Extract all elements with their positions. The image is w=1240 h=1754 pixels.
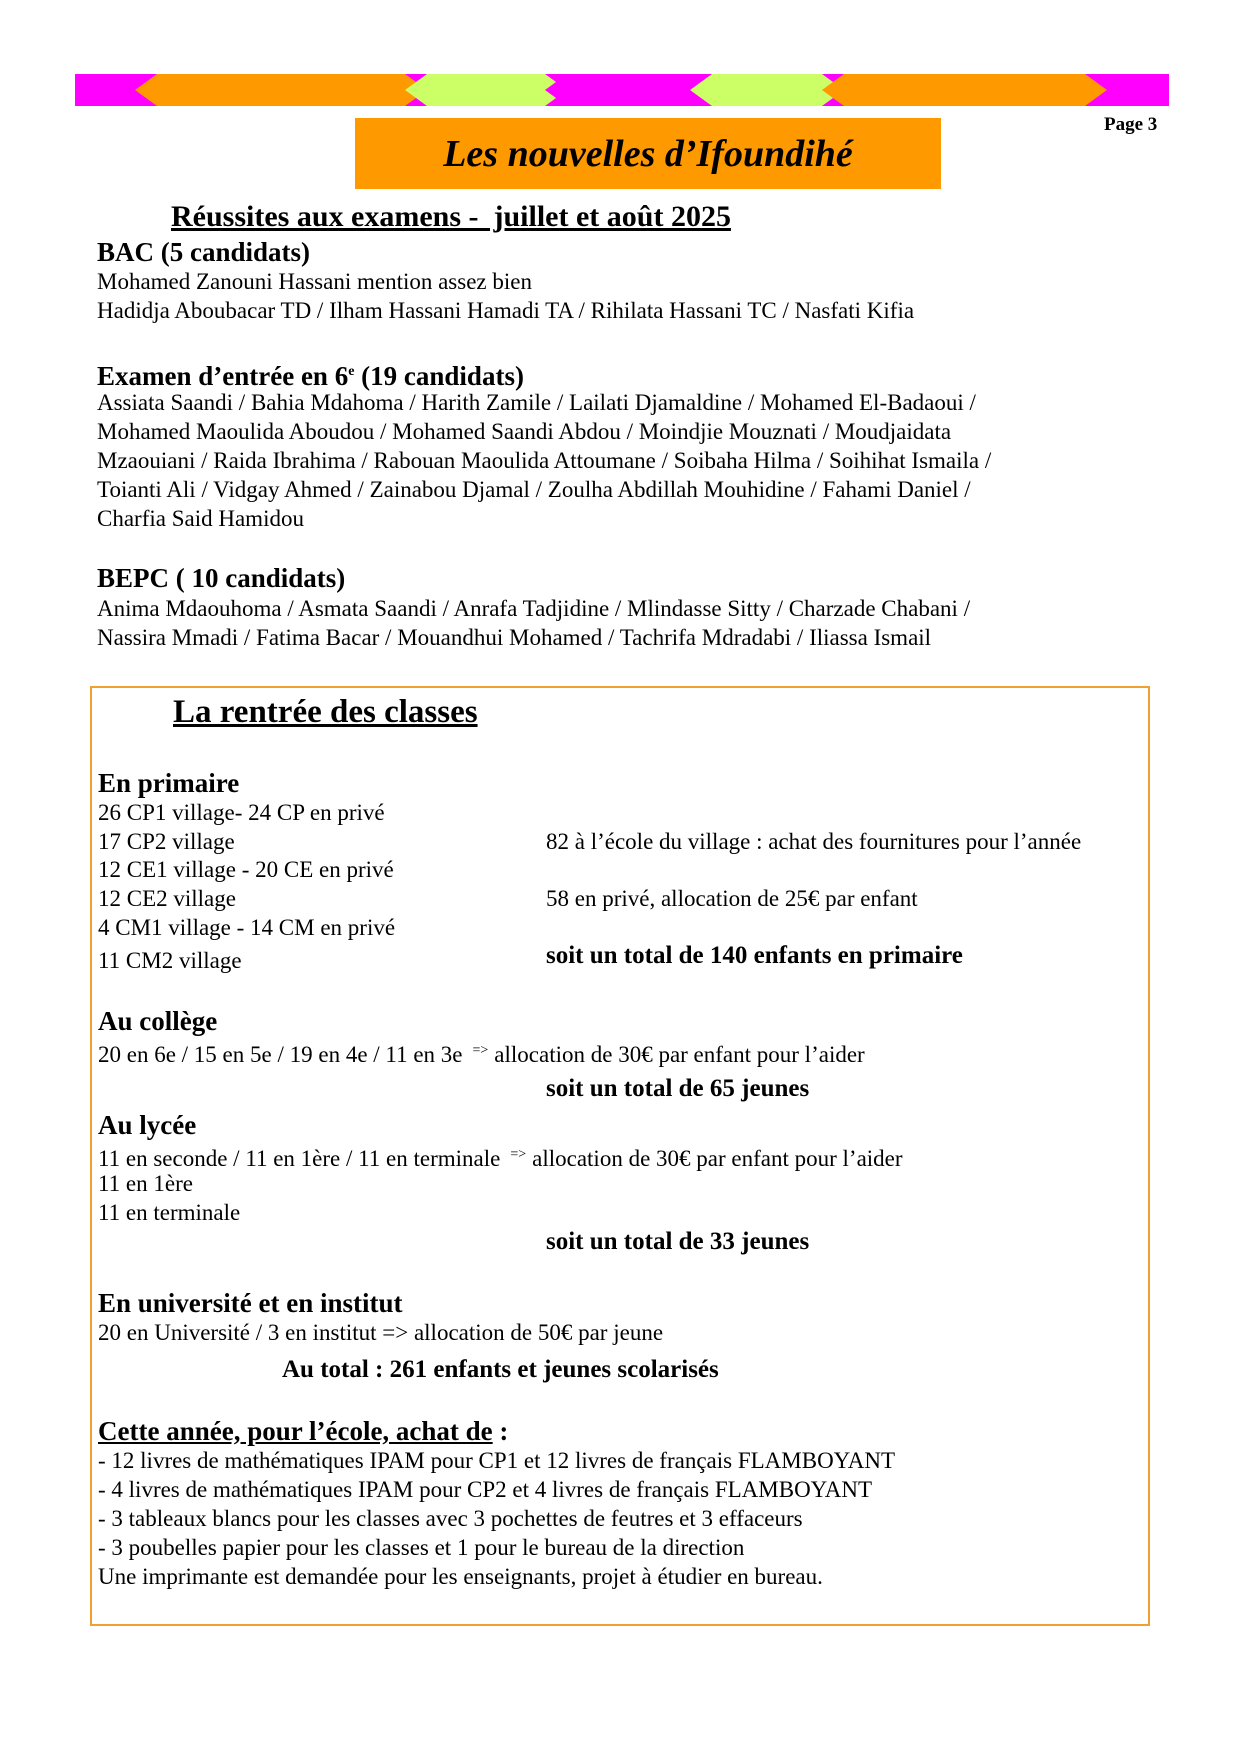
bac-line: Mohamed Zanouni Hassani mention assez bien xyxy=(97,269,532,294)
bac-line: Hadidja Aboubacar TD / Ilham Hassani Hamadi TA / Rihilata Hassani TC / Nasfati Kifia xyxy=(97,298,915,323)
sixieme-line: Toianti Ali / Vidgay Ahmed / Zainabou Djamal / Zoulha Abdillah Mouhidine / Fahami Daniel / xyxy=(97,477,971,502)
arrow-icon: => xyxy=(510,1147,527,1162)
primaire-line: 17 CP2 village xyxy=(98,829,235,854)
primaire-line: 11 CM2 village xyxy=(98,948,242,973)
sixieme-line: Mohamed Maoulida Aboudou / Mohamed Saandi Abdou / Moindjie Mouznati / Moudjaidata xyxy=(97,419,952,444)
sixieme-line: Charfia Said Hamidou xyxy=(97,506,304,531)
achats-heading: Cette année, pour l’école, achat de : xyxy=(98,1416,509,1446)
achats-line: - 3 poubelles papier pour les classes et 1 pour le bureau de la direction xyxy=(98,1535,745,1560)
college-line: 20 en 6e / 15 en 5e / 19 en 4e / 11 en 3e => allocation de 30€ par enfant pour l’aider xyxy=(98,1042,865,1067)
exams-heading: Réussites aux examens - juillet et août 2025 xyxy=(171,200,731,233)
primaire-line: 12 CE1 village - 20 CE en privé xyxy=(98,857,394,882)
grand-total: Au total : 261 enfants et jeunes scolarisés xyxy=(282,1356,719,1383)
newsletter-title: Les nouvelles d’Ifoundihé xyxy=(443,132,853,175)
lycee-line: 11 en seconde / 11 en 1ère / 11 en terminale => allocation de 30€ par enfant pour l’aider xyxy=(98,1146,903,1171)
college-total: soit un total de 65 jeunes xyxy=(546,1075,810,1102)
lycee-line: 11 en terminale xyxy=(98,1200,241,1225)
sixieme-heading: Examen d’entrée en 6e (19 candidats) xyxy=(97,361,524,391)
primaire-note: 58 en privé, allocation de 25€ par enfant xyxy=(546,886,918,911)
college-heading: Au collège xyxy=(98,1006,218,1036)
decorative-banner xyxy=(75,74,1169,106)
achats-line: Une imprimante est demandée pour les enseignants, projet à étudier en bureau. xyxy=(98,1564,823,1589)
primaire-line: 26 CP1 village- 24 CP en privé xyxy=(98,800,385,825)
sixieme-line: Assiata Saandi / Bahia Mdahoma / Harith Zamile / Lailati Djamaldine / Mohamed El-Badaoui / xyxy=(97,390,976,415)
arrow-icon: => xyxy=(472,1043,489,1058)
primaire-line: 12 CE2 village xyxy=(98,886,236,911)
achats-line: - 12 livres de mathématiques IPAM pour CP1 et 12 livres de français FLAMBOYANT xyxy=(98,1448,896,1473)
newsletter-title-box xyxy=(355,118,941,189)
lycee-heading: Au lycée xyxy=(98,1110,197,1140)
universite-heading: En université et en institut xyxy=(98,1288,403,1318)
achats-line: - 4 livres de mathématiques IPAM pour CP2 et 4 livres de français FLAMBOYANT xyxy=(98,1477,873,1502)
sixieme-line: Mzaouiani / Raida Ibrahima / Rabouan Maoulida Attoumane / Soibaha Hilma / Soihihat Ismaila / xyxy=(97,448,992,473)
bac-heading: BAC (5 candidats) xyxy=(97,237,311,267)
page-number: Page 3 xyxy=(1104,114,1158,135)
primaire-heading: En primaire xyxy=(98,768,240,798)
primaire-note: 82 à l’école du village : achat des fournitures pour l’année xyxy=(546,829,1082,854)
bepc-heading: BEPC ( 10 candidats) xyxy=(97,563,346,593)
bepc-line: Nassira Mmadi / Fatima Bacar / Mouandhui Mohamed / Tachrifa Mdradabi / Iliassa Ismail xyxy=(97,625,932,650)
rentree-heading: La rentrée des classes xyxy=(173,694,478,730)
universite-line: 20 en Université / 3 en institut => allocation de 50€ par jeune xyxy=(98,1320,664,1345)
lycee-total: soit un total de 33 jeunes xyxy=(546,1228,810,1255)
lycee-line: 11 en 1ère xyxy=(98,1171,193,1196)
bepc-line: Anima Mdaouhoma / Asmata Saandi / Anrafa Tadjidine / Mlindasse Sitty / Charzade Chabani / xyxy=(97,596,971,621)
primaire-total: soit un total de 140 enfants en primaire xyxy=(546,942,963,969)
primaire-line: 4 CM1 village - 14 CM en privé xyxy=(98,915,396,940)
achats-line: - 3 tableaux blancs pour les classes avec 3 pochettes de feutres et 3 effaceurs xyxy=(98,1506,803,1531)
